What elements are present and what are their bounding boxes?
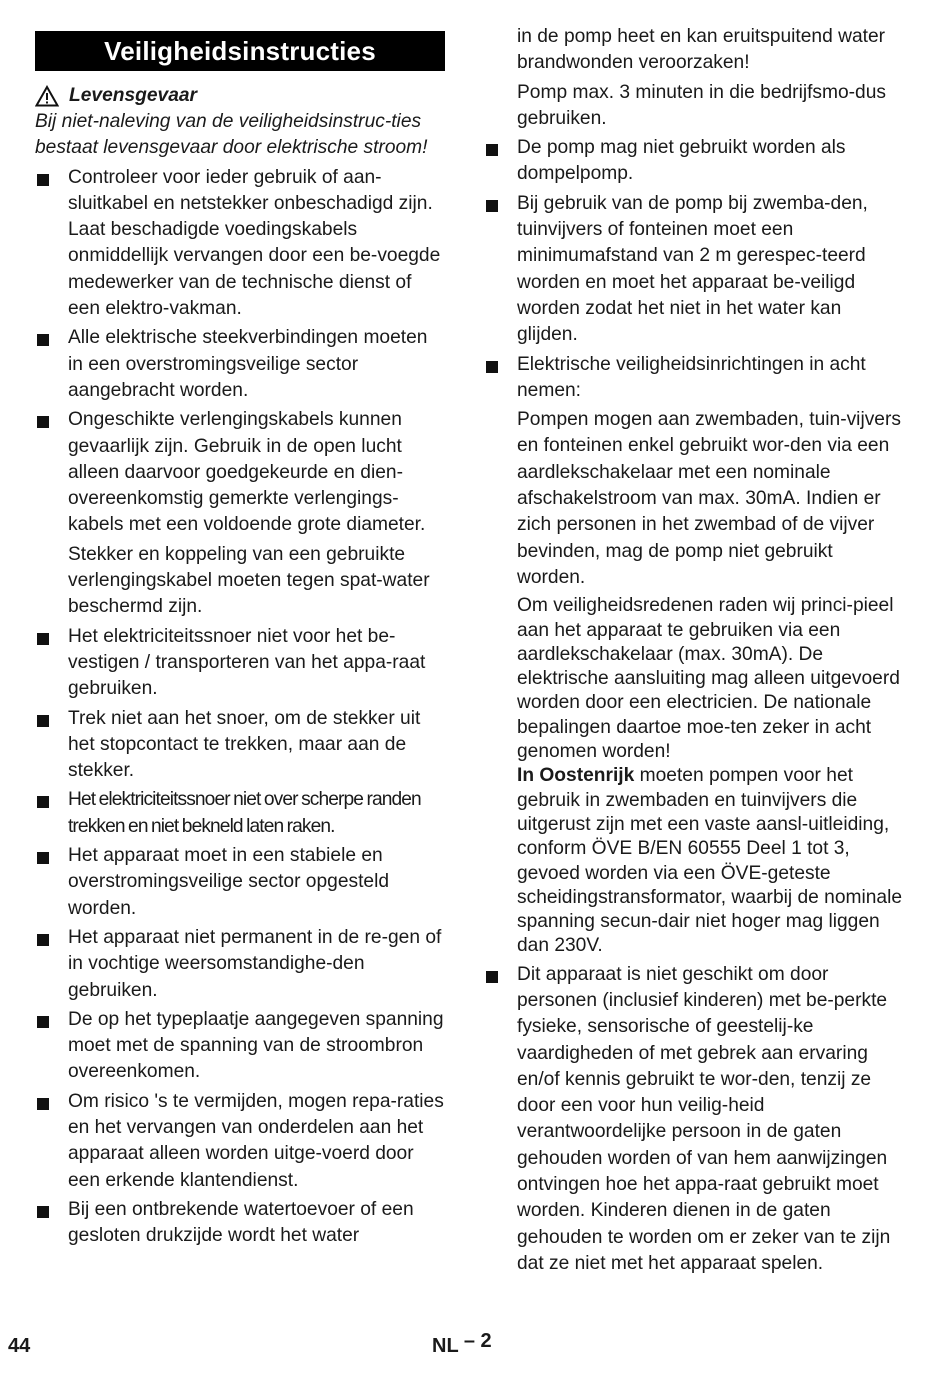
left-column (35, 31, 445, 1249)
list-item (484, 135, 904, 188)
section-title: Veiligheidsinstructies (35, 31, 445, 71)
list-item (35, 1197, 445, 1250)
continuation-text: in de pomp heet en kan eruitspuitend water brandwonden veroorzaken! (517, 26, 886, 74)
bullet-square-icon (37, 934, 49, 946)
sub-paragraph (484, 594, 904, 958)
list-item (35, 325, 445, 404)
list-item (35, 407, 445, 538)
austria-paragraph (517, 764, 904, 958)
bullet-square-icon (486, 971, 498, 983)
list-item-text: Bij gebruik van de pomp bij zwemba-den, tuinvijvers of fonteinen moet een minimumafstand van 2 m gerespec-teerd worden en moet het apparaat be-veiligd worden zodat het niet in het water kan glijden. (517, 192, 868, 346)
sub-paragraph-text: Om veiligheidsredenen raden wij princi-pieel aan het apparaat te gebruiken via een aardlekschakelaar (max. 30mA). De elektrische aansluiting mag alleen uitgevoerd worden door een electricien. De nationale bepalingen daartoe moe-ten zeker in acht genomen worden! (517, 595, 900, 763)
list-item-text: Trek niet aan het snoer, om de stekker uit het stopcontact te trekken, maar aan de stekker. (68, 707, 421, 782)
right-column (484, 24, 904, 1277)
list-item-text: Dit apparaat is niet geschikt om door personen (inclusief kinderen) met be-perkte fysieke, sensorische of geestelij-ke vaardigheden of met gebrek aan ervaring en/of kennis gebruikt te wor-den, tenzij ze door een voor hun veilig-heid verantwoordelijke persoon in de gaten gehouden worden of van hem aanwijzingen ontvingen hoe het appa-raat gebruikt moet worden. Kinderen dienen in de gaten gehouden te worden om er zeker van te zijn dat ze niet met het apparaat spelen. (517, 963, 891, 1274)
list-item-text: Controleer voor ieder gebruik of aan-sluitkabel en netstekker onbeschadigd zijn. Laat beschadigde voedingskabels onmiddellijk vervangen door een be-voegde medewerker van de technische dienst of een elektro-vakman. (68, 166, 441, 320)
bullet-square-icon (486, 144, 498, 156)
list-item (35, 706, 445, 785)
list-item (35, 787, 445, 840)
page-number: 44 (8, 1335, 31, 1357)
list-item (484, 352, 904, 405)
list-item (484, 191, 904, 349)
sub-paragraph-text: Pompen mogen aan zwembaden, tuin-vijvers en fonteinen enkel gebruikt wor-den via een aardlekschakelaar met een nominale afschakelstroom van max. 30mA. Indien er zich personen in het zwembad of de vijver bevinden, mag de pomp niet gebruikt worden. (517, 409, 901, 588)
warning-title: Levensgevaar (69, 85, 197, 106)
list-item-text: Het elektriciteitssnoer niet voor het be-vestigen / transporteren van het appa-raat gebruiken. (68, 625, 426, 700)
warning-triangle-icon (35, 85, 59, 107)
list-item (35, 165, 445, 323)
continuation-text: Pomp max. 3 minuten in die bedrijfsmo-dus gebruiken. (517, 81, 886, 129)
list-item-text: Het apparaat niet permanent in de re-gen of in vochtige weersomstandighe-den gebruiken. (68, 926, 442, 1001)
sub-paragraph (35, 542, 445, 621)
bullet-square-icon (37, 715, 49, 727)
bullet-square-icon (37, 334, 49, 346)
list-item-text: De op het typeplaatje aangegeven spanning moet met de spanning van de stroombron overeenkomen. (68, 1008, 444, 1083)
list-item-text: Om risico 's te vermijden, mogen repa-raties en het vervangen van onderdelen aan het apparaat alleen worden uitge-voerd door een erkende klantendienst. (68, 1090, 444, 1191)
list-item (484, 962, 904, 1278)
bullet-square-icon (37, 633, 49, 645)
language-code: NL (432, 1335, 459, 1357)
list-item (35, 624, 445, 703)
bullet-square-icon (37, 1206, 49, 1218)
bullet-square-icon (37, 796, 49, 808)
bullet-square-icon (486, 361, 498, 373)
warning-heading (35, 83, 445, 109)
continuation-paragraph (484, 24, 904, 77)
bullet-square-icon (37, 416, 49, 428)
list-item-text: Elektrische veiligheidsinrichtingen in acht nemen: (517, 353, 866, 401)
list-item (35, 1089, 445, 1194)
bullet-square-icon (37, 852, 49, 864)
list-item (35, 925, 445, 1004)
list-item (35, 843, 445, 922)
list-item (35, 1007, 445, 1086)
list-item-text: Alle elektrische steekverbindingen moeten in een overstromingsveilige sector aangebracht worden. (68, 327, 428, 401)
austria-text: moeten pompen voor het gebruik in zwembaden en tuinvijvers die uitgerust zijn met een vaste aansl-uitleiding, conform ÖVE B/EN 60555 Deel 1 tot 3, gevoed worden via een ÖVE-geteste scheidingstransformator, waarbij de nominale spanning secun-dair niet hoger mag liggen dan 230V. (517, 765, 903, 957)
warning-text: Bij niet-naleving van de veiligheidsinstruc-ties bestaat levensgevaar door elektrische stroom! (35, 111, 428, 159)
sub-paragraph-text: Stekker en koppeling van een gebruikte verlengingskabel moeten tegen spat-water beschermd zijn. (68, 543, 430, 618)
sub-paragraph (484, 407, 904, 591)
list-item-text: Het apparaat moet in een stabiele en overstromingsveilige sector opgesteld worden. (68, 845, 390, 919)
list-item-text: De pomp mag niet gebruikt worden als dompelpomp. (517, 137, 846, 185)
bullet-square-icon (37, 1016, 49, 1028)
list-item-text: Het elektriciteitssnoer niet over scherpe randen trekken en niet bekneld laten raken. (68, 789, 421, 837)
continuation-paragraph (484, 80, 904, 133)
austria-bold-label: In Oostenrijk (517, 765, 635, 787)
language-page-number: – 2 (463, 1330, 492, 1352)
list-item-text: Ongeschikte verlengingskabels kunnen gevaarlijk zijn. Gebruik in de open lucht alleen daarvoor goedgekeurde en dien-overeenkomstig gemerkte verlengings-kabels met een voldoende grote diameter. (68, 409, 426, 536)
language-page-marker (432, 1330, 492, 1359)
bullet-square-icon (486, 200, 498, 212)
bullet-square-icon (37, 1098, 49, 1110)
list-item-text: Bij een ontbrekende watertoevoer of een gesloten drukzijde wordt het water (68, 1198, 414, 1247)
bullet-square-icon (37, 174, 49, 186)
